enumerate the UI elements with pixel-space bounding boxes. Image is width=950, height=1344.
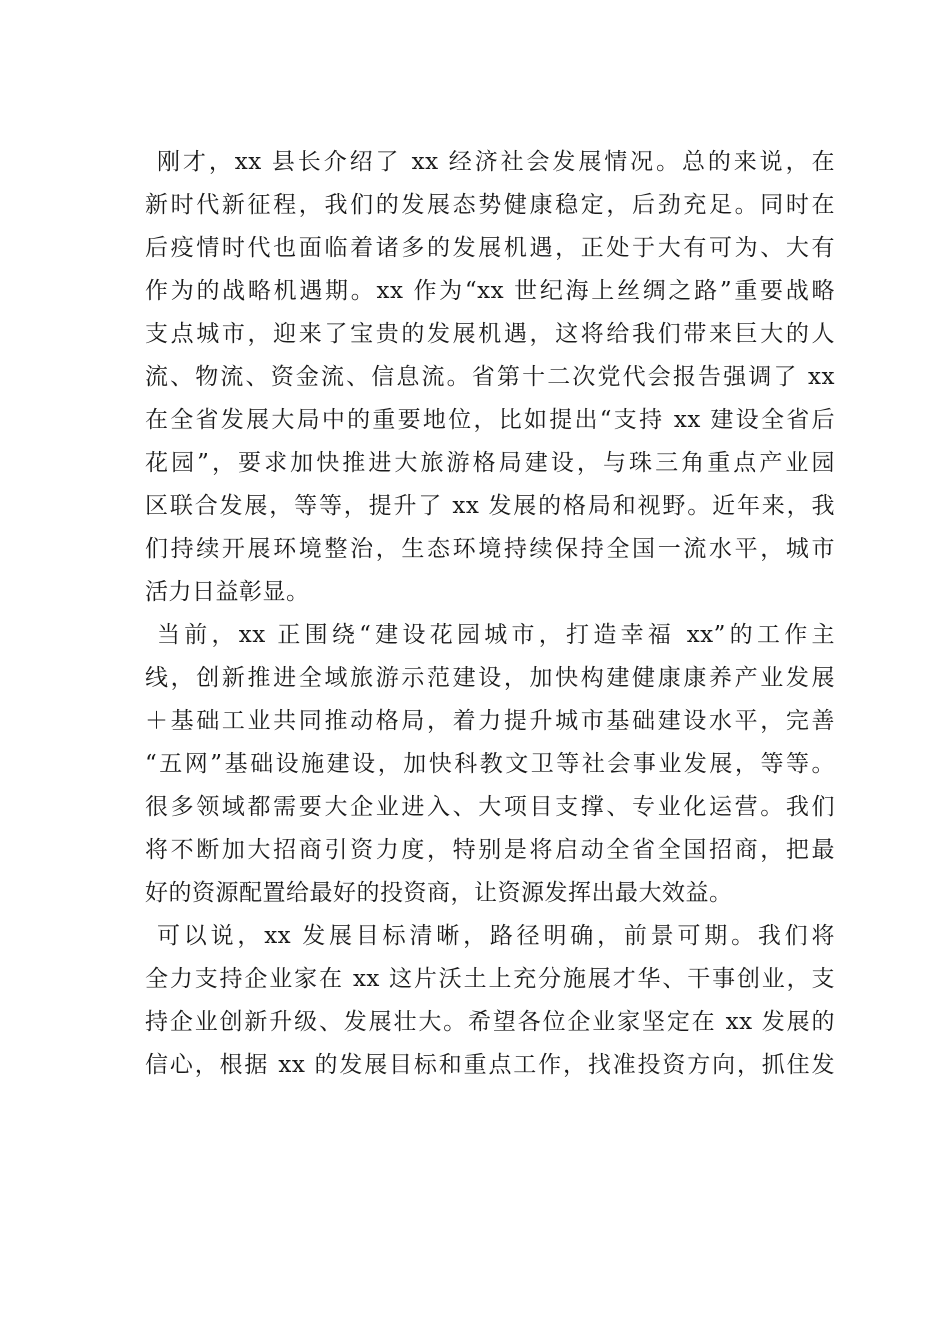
paragraph-1-line-1: 刚才，xx 县长介绍了 xx 经济社会发展情况。总的来说，在	[157, 149, 835, 175]
paragraph-1-line-7: 在全省发展大局中的重要地位，比如提出“支持 xx 建设全省后	[145, 407, 835, 433]
paragraph-2-line-4: “五网”基础设施建设，加快科教文卫等社会事业发展，等等。	[145, 751, 835, 777]
paragraph-1-line-4: 作为的战略机遇期。xx 作为“xx 世纪海上丝绸之路”重要战略	[145, 278, 835, 304]
paragraph-1-line-5: 支点城市，迎来了宝贵的发展机遇，这将给我们带来巨大的人	[145, 321, 835, 347]
document-body	[145, 141, 835, 1087]
paragraph-1-line-2: 新时代新征程，我们的发展态势健康稳定，后劲充足。同时在	[145, 192, 835, 218]
paragraph-3-line-1: 可以说，xx 发展目标清晰，路径明确，前景可期。我们将	[157, 923, 835, 949]
paragraph-1-line-6: 流、物流、资金流、信息流。省第十二次党代会报告强调了 xx	[145, 364, 835, 390]
paragraph-2-line-2: 线，创新推进全域旅游示范建设，加快构建健康康养产业发展	[145, 665, 835, 691]
paragraph-1-line-3: 后疫情时代也面临着诸多的发展机遇，正处于大有可为、大有	[145, 235, 835, 261]
paragraph-2-line-7: 好的资源配置给最好的投资商，让资源发挥出最大效益。	[145, 880, 733, 906]
paragraph-1-line-8: 花园”，要求加快推进大旅游格局建设，与珠三角重点产业园	[145, 450, 835, 476]
paragraph-3-line-3: 持企业创新升级、发展壮大。希望各位企业家坚定在 xx 发展的	[145, 1009, 835, 1035]
paragraph-2-line-5: 很多领域都需要大企业进入、大项目支撑、专业化运营。我们	[145, 794, 835, 820]
paragraph-2-line-1: 当前，xx 正围绕“建设花园城市，打造幸福 xx”的工作主	[157, 622, 835, 648]
paragraph-1-line-11: 活力日益彰显。	[145, 579, 310, 605]
paragraph-2-line-6: 将不断加大招商引资力度，特别是将启动全省全国招商，把最	[145, 837, 835, 863]
paragraph-1-line-10: 们持续开展环境整治，生态环境持续保持全国一流水平，城市	[145, 536, 835, 562]
paragraph-3-line-4: 信心，根据 xx 的发展目标和重点工作，找准投资方向，抓住发	[145, 1052, 835, 1078]
paragraph-1-line-9: 区联合发展，等等，提升了 xx 发展的格局和视野。近年来，我	[145, 493, 835, 519]
paragraph-3-line-2: 全力支持企业家在 xx 这片沃土上充分施展才华、干事创业，支	[145, 966, 835, 992]
paragraph-2-line-3: ＋基础工业共同推动格局，着力提升城市基础建设水平，完善	[145, 708, 835, 734]
